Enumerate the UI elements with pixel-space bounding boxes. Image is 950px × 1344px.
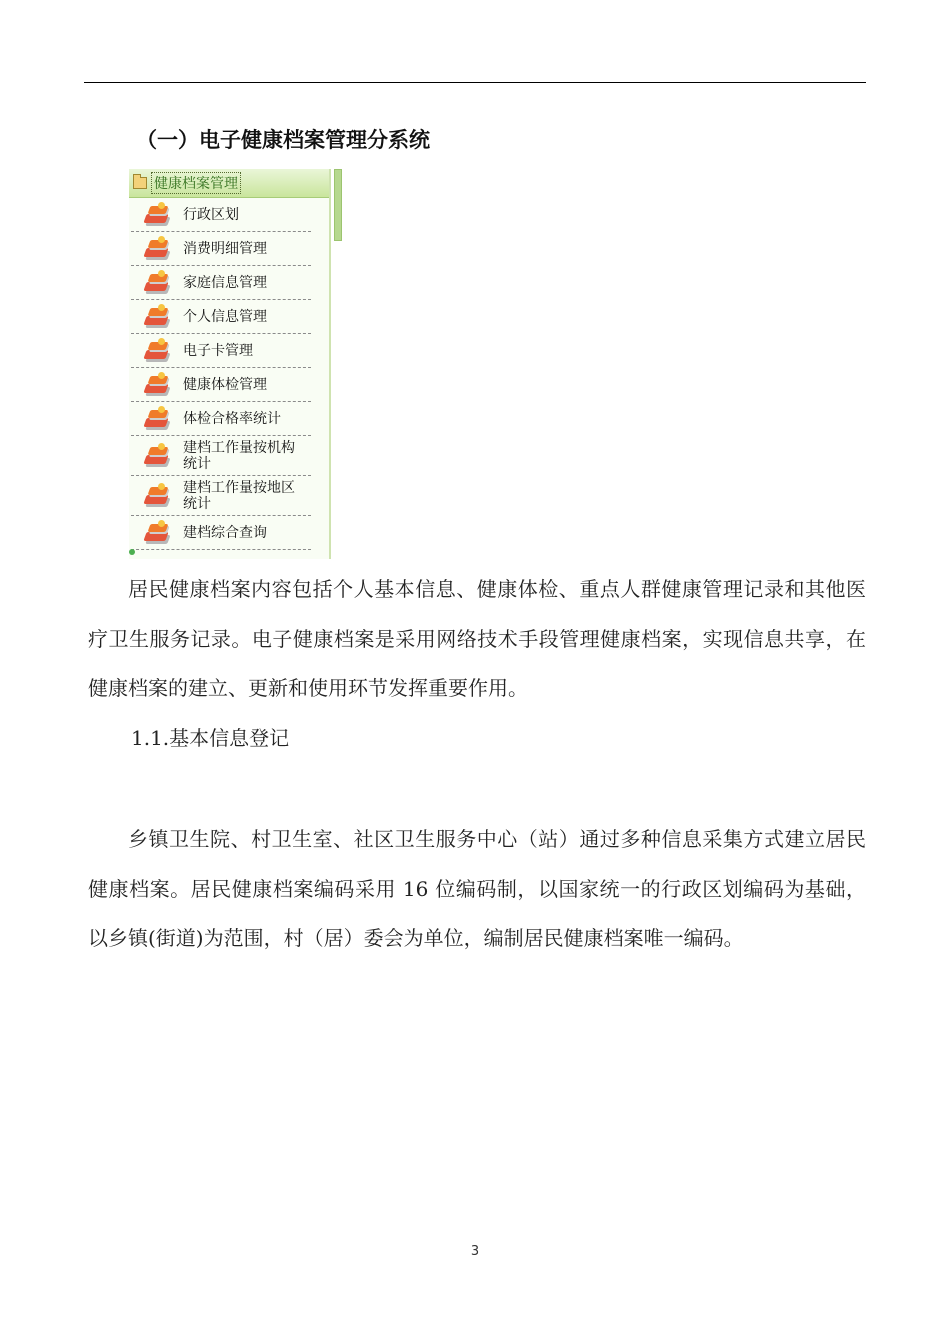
menu-item-comprehensive-query[interactable] <box>131 516 311 550</box>
health-record-menu <box>129 169 331 559</box>
menu-list <box>129 198 329 550</box>
folder-icon <box>133 177 147 189</box>
module-icon <box>143 483 173 509</box>
module-icon <box>143 520 173 546</box>
menu-item-label: 家庭信息管理 <box>183 274 267 291</box>
menu-item-consumption-detail[interactable] <box>131 232 311 266</box>
menu-header[interactable] <box>129 169 329 198</box>
menu-item-administrative-division[interactable] <box>131 198 311 232</box>
menu-item-label: 行政区划 <box>183 206 239 223</box>
menu-item-label: 建档工作量按机构统计 <box>183 439 295 472</box>
menu-item-label: 消费明细管理 <box>183 240 267 257</box>
menu-item-personal-info[interactable] <box>131 300 311 334</box>
menu-item-checkup-pass-rate[interactable] <box>131 402 311 436</box>
menu-item-label: 建档综合查询 <box>183 524 267 541</box>
menu-item-health-checkup[interactable] <box>131 368 311 402</box>
paragraph-intro: 居民健康档案内容包括个人基本信息、健康体检、重点人群健康管理记录和其他医疗卫生服务记录。电子健康档案是采用网络技术手段管理健康档案，实现信息共享，在健康档案的建立、更新和使用环节发挥重要作用。 <box>88 577 866 700</box>
menu-item-workload-by-institution[interactable] <box>131 436 311 476</box>
module-icon <box>143 372 173 398</box>
menu-header-label: 健康档案管理 <box>151 172 241 194</box>
paragraph-coding: 乡镇卫生院、村卫生室、社区卫生服务中心（站）通过多种信息采集方式建立居民健康档案。居民健康档案编码采用 16 位编码制，以国家统一的行政区划编码为基础，以乡镇(街道)为范围，村（居）委会为单位，编制居民健康档案唯一编码。 <box>88 827 866 950</box>
module-icon <box>143 406 173 432</box>
menu-item-label: 个人信息管理 <box>183 308 267 325</box>
module-icon <box>143 338 173 364</box>
module-icon <box>143 443 173 469</box>
tree-node-icon <box>129 549 135 555</box>
module-icon <box>143 202 173 228</box>
module-icon <box>143 270 173 296</box>
menu-item-e-card[interactable] <box>131 334 311 368</box>
menu-item-family-info[interactable] <box>131 266 311 300</box>
section-title: （一）电子健康档案管理分系统 <box>136 128 430 152</box>
module-icon <box>143 236 173 262</box>
subheading-basic-info: 1.1.基本信息登记 <box>131 726 290 750</box>
menu-item-label: 健康体检管理 <box>183 376 267 393</box>
menu-scrollbar[interactable] <box>334 169 342 241</box>
module-icon <box>143 304 173 330</box>
menu-item-label: 电子卡管理 <box>183 342 253 359</box>
menu-item-label: 体检合格率统计 <box>183 410 281 427</box>
header-rule <box>84 82 866 83</box>
menu-item-workload-by-region[interactable] <box>131 476 311 516</box>
page-number: 3 <box>470 1244 480 1259</box>
menu-item-label: 建档工作量按地区统计 <box>183 479 295 512</box>
